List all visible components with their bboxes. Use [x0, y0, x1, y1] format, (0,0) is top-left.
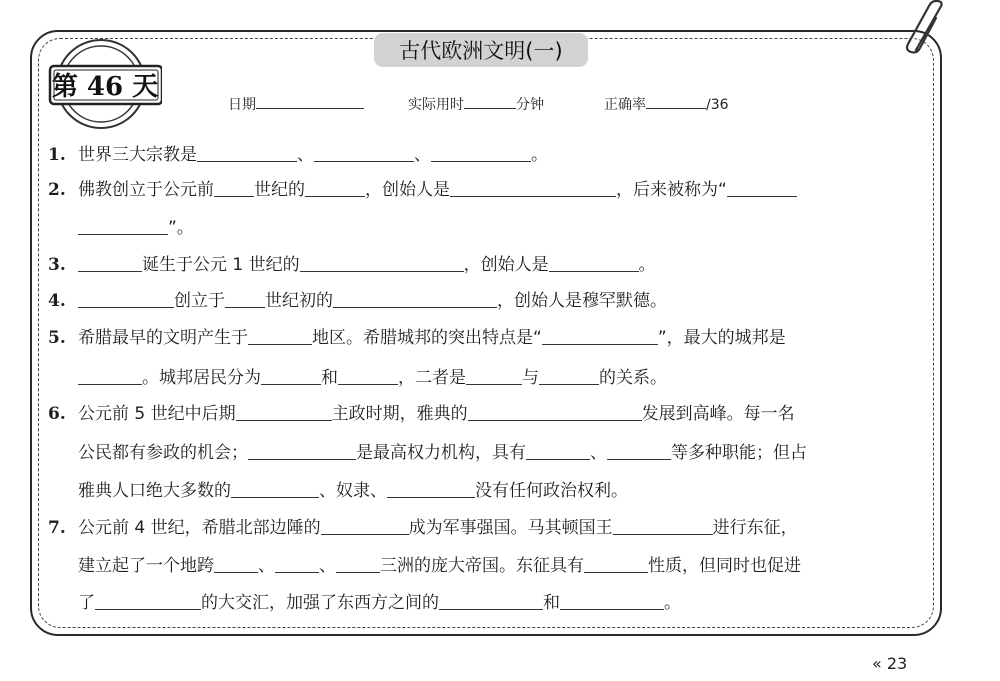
time-label: 实际用时: [408, 97, 464, 113]
question-text: 、: [258, 556, 275, 576]
question-2-line-1: [48, 173, 928, 208]
answer-blank[interactable]: [261, 368, 321, 385]
answer-blank[interactable]: [78, 218, 168, 235]
answer-blank[interactable]: [338, 368, 398, 385]
question-text: 佛教创立于公元前: [78, 180, 214, 200]
question-text: 了: [78, 593, 95, 613]
question-6-line-1: [48, 397, 928, 432]
question-number: 5.: [48, 328, 66, 348]
day-badge: 第 46 天: [51, 71, 159, 102]
answer-blank[interactable]: [450, 180, 616, 197]
date-field: [228, 94, 364, 114]
question-text: 三洲的庞大帝国。东征具有: [380, 556, 584, 576]
question-text: 与: [522, 368, 539, 388]
question-number: 7.: [48, 518, 66, 538]
answer-blank[interactable]: [336, 556, 380, 573]
question-text: 、: [319, 556, 336, 576]
date-blank[interactable]: [256, 95, 364, 109]
question-text: 、: [297, 145, 314, 165]
question-text: ，后来被称为“: [616, 180, 727, 200]
answer-blank[interactable]: [305, 180, 365, 197]
page-title: 古代欧洲文明(一): [374, 33, 588, 67]
date-label: 日期: [228, 97, 256, 113]
question-3-line-1: [48, 248, 928, 283]
question-text: 等多种职能；但占: [671, 443, 807, 463]
answer-blank[interactable]: [466, 368, 522, 385]
answer-blank[interactable]: [78, 368, 142, 385]
answer-blank[interactable]: [549, 255, 639, 272]
answer-blank[interactable]: [275, 556, 319, 573]
question-text: 进行东征，: [712, 518, 798, 538]
answer-blank[interactable]: [78, 291, 174, 308]
question-text: 性质，但同时也促进: [648, 556, 801, 576]
question-4-line-1: [48, 284, 928, 319]
question-1-line-1: [48, 138, 928, 173]
question-text: ，创始人是: [463, 255, 549, 275]
question-text: ，二者是: [398, 368, 466, 388]
question-text: 公民都有参政的机会；: [78, 443, 248, 463]
answer-blank[interactable]: [333, 291, 497, 308]
answer-blank[interactable]: [231, 481, 319, 498]
page-number: « 23: [872, 654, 908, 673]
question-number: 6.: [48, 404, 66, 424]
question-text: ”，最大的城邦是: [657, 328, 786, 348]
question-2-line-2: [48, 211, 958, 246]
question-text: 成为军事强国。马其顿国王: [408, 518, 613, 538]
answer-blank[interactable]: [78, 255, 142, 272]
question-text: 世界三大宗教是: [78, 145, 197, 165]
answer-blank[interactable]: [225, 291, 265, 308]
question-text: 雅典人口绝大多数的: [78, 481, 231, 501]
question-7-line-1: [48, 511, 928, 546]
answer-blank[interactable]: [439, 593, 543, 610]
question-text: 。城邦居民分为: [142, 368, 261, 388]
question-text: 的大交汇，加强了东西方之间的: [201, 593, 439, 613]
answer-blank[interactable]: [314, 145, 414, 162]
answer-blank[interactable]: [214, 180, 254, 197]
answer-blank[interactable]: [248, 443, 356, 460]
question-text: 发展到高峰。每一名: [641, 404, 795, 424]
accuracy-total: /36: [706, 97, 729, 113]
question-text: 。: [638, 255, 656, 275]
question-text: 希腊最早的文明产生于: [78, 328, 248, 348]
question-number: 3.: [48, 255, 66, 275]
question-number: 4.: [48, 291, 66, 311]
question-text: 、: [590, 443, 607, 463]
question-7-line-2: [48, 549, 958, 584]
question-text: 和: [543, 593, 560, 613]
answer-blank[interactable]: [526, 443, 590, 460]
accuracy-label: 正确率: [604, 97, 646, 113]
answer-blank[interactable]: [300, 255, 464, 272]
question-text: 公元前 5 世纪中后期: [78, 404, 236, 424]
question-text: ”。: [168, 218, 194, 238]
answer-blank[interactable]: [560, 593, 664, 610]
paperclip-icon: [896, 0, 948, 56]
question-text: 世纪的: [254, 180, 305, 200]
question-text: 地区。希腊城邦的突出特点是“: [312, 328, 542, 348]
question-text: 世纪初的: [265, 291, 333, 311]
question-text: 、: [414, 145, 431, 165]
question-number: 2.: [48, 180, 66, 200]
time-field: [408, 94, 544, 114]
answer-blank[interactable]: [321, 518, 409, 535]
question-text: ，创始人是穆罕默德。: [497, 291, 667, 311]
question-text: 和: [321, 368, 338, 388]
question-number: 1.: [48, 145, 66, 165]
question-text: 。: [664, 593, 681, 613]
answer-blank[interactable]: [431, 145, 531, 162]
answer-blank[interactable]: [95, 593, 201, 610]
question-6-line-2: [48, 436, 958, 471]
question-text: 创立于: [174, 291, 225, 311]
question-7-line-3: [48, 586, 958, 621]
question-text: 、奴隶、: [319, 481, 387, 501]
answer-blank[interactable]: [539, 368, 599, 385]
time-unit: 分钟: [516, 97, 544, 113]
question-text: 的关系。: [599, 368, 667, 388]
question-text: 。: [531, 145, 548, 165]
answer-blank[interactable]: [542, 328, 658, 345]
answer-blank[interactable]: [387, 481, 475, 498]
question-5-line-1: [48, 321, 928, 356]
question-text: ，创始人是: [365, 180, 450, 200]
question-text: 主政时期，雅典的: [331, 404, 468, 424]
answer-blank[interactable]: [607, 443, 671, 460]
accuracy-field: [604, 94, 729, 114]
question-text: 没有任何政治权利。: [475, 481, 628, 501]
answer-blank[interactable]: [468, 404, 642, 421]
answer-blank[interactable]: [584, 556, 648, 573]
answer-blank[interactable]: [236, 404, 332, 421]
answer-blank[interactable]: [613, 518, 713, 535]
answer-blank[interactable]: [214, 556, 258, 573]
question-text: 是最高权力机构，具有: [356, 443, 526, 463]
accuracy-blank[interactable]: [646, 95, 706, 109]
question-6-line-3: [48, 474, 958, 509]
question-5-line-2: [48, 361, 958, 396]
answer-blank[interactable]: [197, 145, 297, 162]
question-text: 公元前 4 世纪，希腊北部边陲的: [78, 518, 321, 538]
time-blank[interactable]: [464, 95, 516, 109]
question-text: 诞生于公元 1 世纪的: [142, 255, 300, 275]
answer-blank[interactable]: [248, 328, 312, 345]
answer-blank[interactable]: [727, 180, 797, 197]
question-text: 建立起了一个地跨: [78, 556, 214, 576]
